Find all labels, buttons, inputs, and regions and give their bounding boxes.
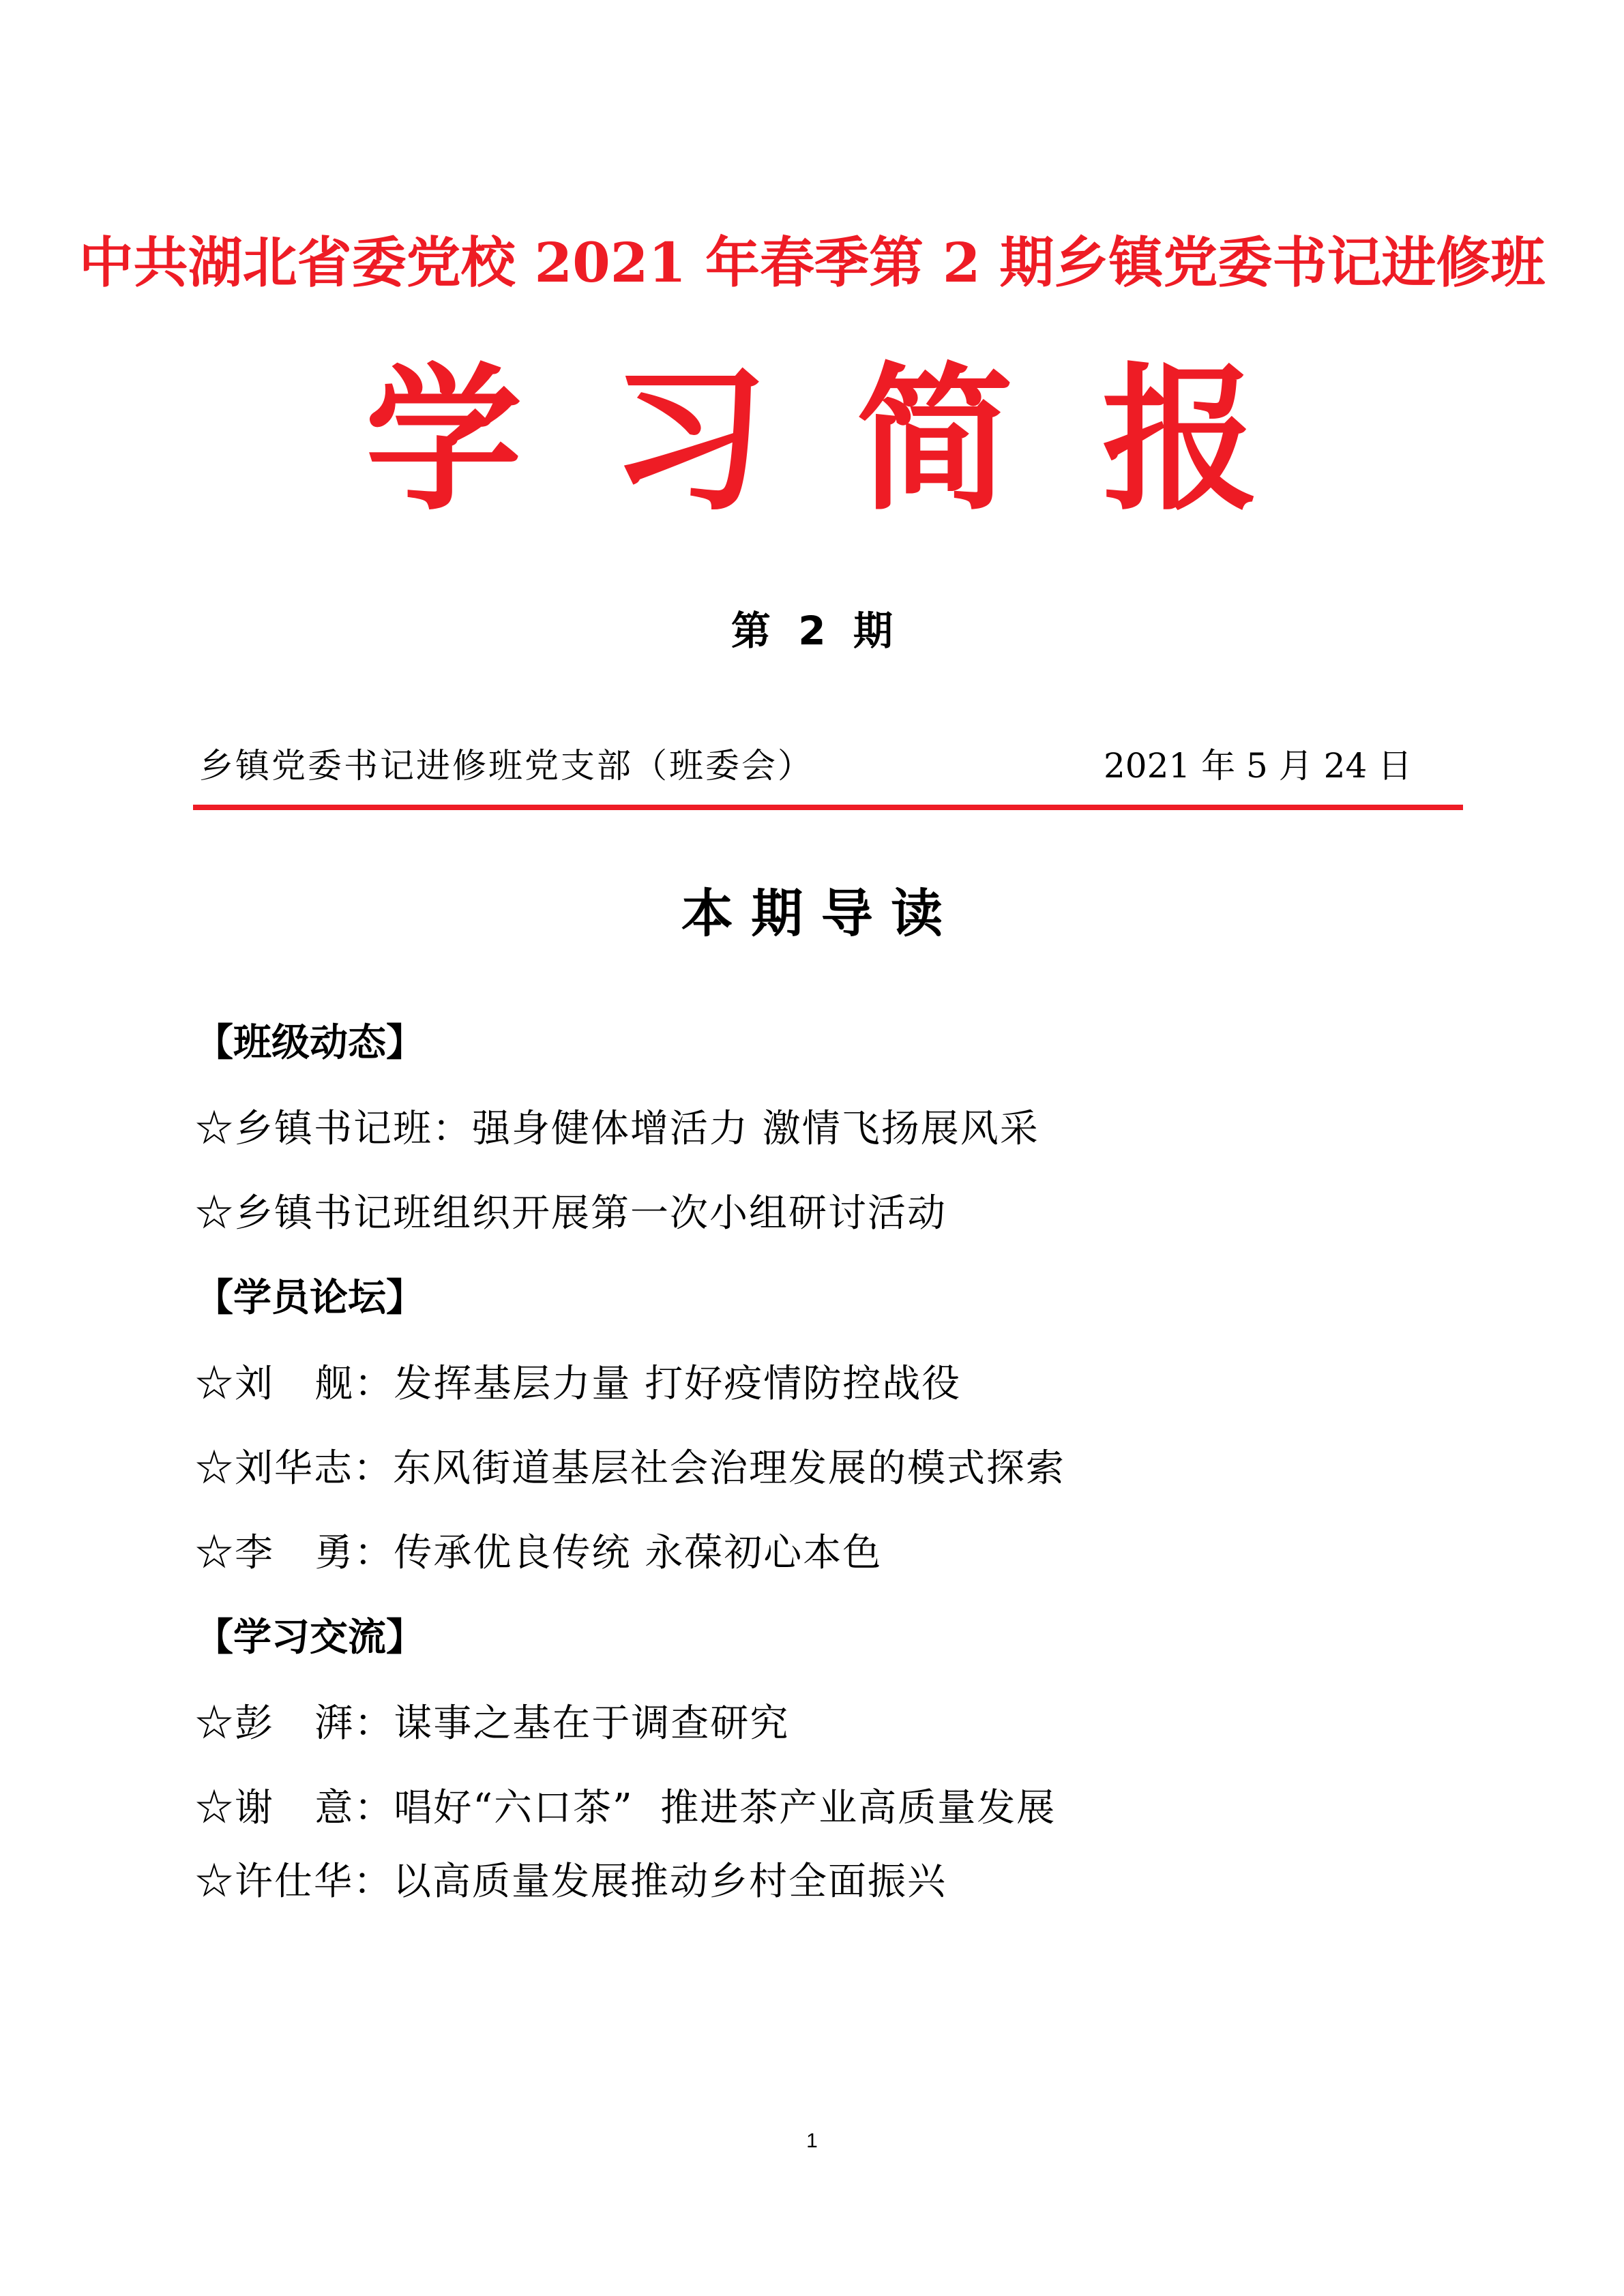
toc-title: 本 期 导 读 (681, 883, 943, 944)
issue-date: 2021 年 5 月 24 日 (1104, 746, 1413, 786)
masthead-char: 学 (365, 348, 522, 532)
issue-number: 第 2 期 (730, 608, 894, 654)
toc-item[interactable]: ☆乡镇书记班：强身健体增活力 激情飞扬展风采 (195, 1107, 1039, 1151)
page-number: 1 (806, 2130, 818, 2152)
toc-item[interactable]: ☆李 勇：传承优良传统 永葆初心本色 (195, 1531, 883, 1575)
table-of-contents (195, 1016, 1457, 1909)
organization: 乡镇党委书记进修班党支部（班委会） (199, 746, 814, 786)
toc-section-heading: 【学习交流】 (195, 1615, 424, 1660)
class-title: 中共湖北省委党校 2021 年春季第 2 期乡镇党委书记进修班 (78, 230, 1546, 295)
toc-item[interactable]: ☆刘华志：东风街道基层社会治理发展的模式探索 (195, 1446, 1065, 1491)
toc-item[interactable]: ☆谢 意：唱好“六口茶” 推进茶产业高质量发展 (195, 1786, 1057, 1830)
masthead-title (0, 338, 1624, 542)
toc-item[interactable]: ☆彭 湃：谋事之基在于调查研究 (195, 1701, 790, 1746)
toc-section-heading: 【学员论坛】 (195, 1276, 424, 1320)
masthead-char: 报 (1102, 348, 1259, 532)
masthead-char: 简 (856, 348, 1014, 532)
toc-item[interactable]: ☆乡镇书记班组织开展第一次小组研讨活动 (195, 1191, 947, 1236)
masthead-char: 习 (610, 348, 768, 532)
toc-section-heading: 【班级动态】 (195, 1021, 424, 1065)
toc-item[interactable]: ☆刘 舰：发挥基层力量 打好疫情防控战役 (195, 1362, 962, 1406)
header-divider (193, 805, 1463, 810)
toc-item[interactable]: ☆许仕华：以高质量发展推动乡村全面振兴 (195, 1860, 947, 1904)
